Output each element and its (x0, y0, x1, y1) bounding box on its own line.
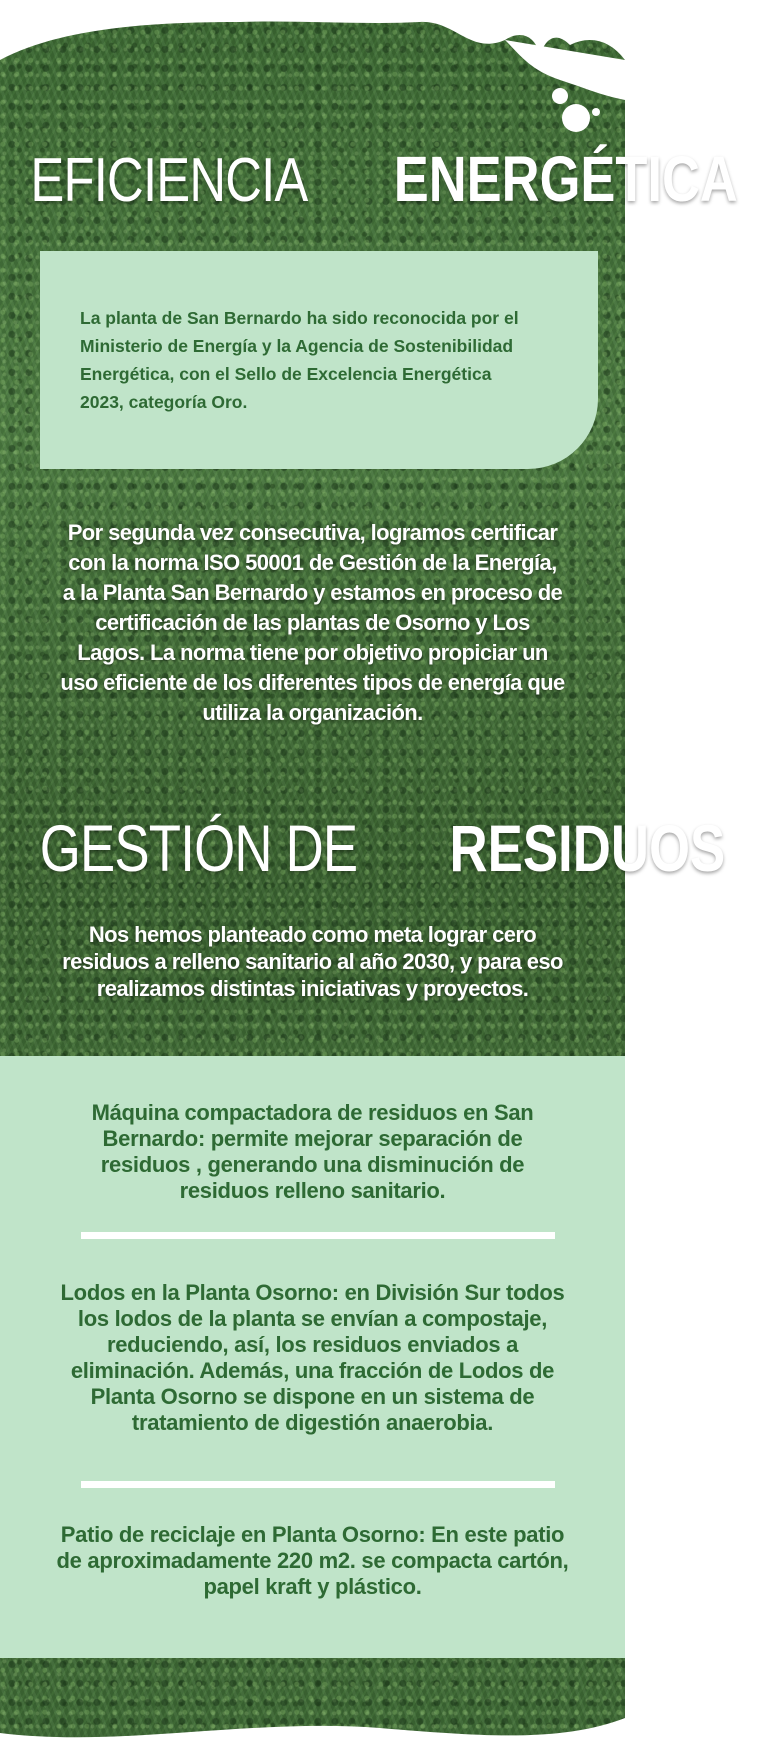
top-wave-decoration (0, 0, 625, 140)
waste-title-light: GESTIÓN DE (39, 811, 358, 885)
divider (81, 1481, 555, 1488)
waste-title-bold: RESIDUOS (449, 811, 726, 885)
energy-title-light: EFICIENCIA (30, 146, 308, 215)
energy-efficiency-title (0, 138, 739, 221)
waste-management-title (0, 808, 726, 888)
initiative-compactor: Máquina compactadora de residuos en San Bernardo: permite mejorar separación de residuos , generando una disminución de residuos relleno sanitario. (91, 1100, 534, 1203)
zero-waste-goal-text: Nos hemos planteado como meta lograr cero residuos a relleno sanitario al año 2030, y para eso realizamos distintas iniciativas y proyectos. (62, 922, 563, 1001)
iso-certification-text: Por segunda vez consecutiva, logramos certificar con la norma ISO 50001 de Gestión de la Energía, a la Planta San Bernardo y estamos en proceso de certificación de las plantas de Osorno y Los Lagos. La norma tiene por objetivo propiciar un uso eficiente de los diferentes tipos de energía que utiliza la organización. (60, 520, 565, 725)
divider (81, 1232, 555, 1239)
initiative-sludge: Lodos en la Planta Osorno: en División Sur todos los lodos de la planta se envían a compostaje, reduciendo, así, los residuos enviados a eliminación. Además, una fracción de Lodos de Planta Osorno se dispone en un sistema de tratamiento de digestión anaerobia. (60, 1280, 565, 1435)
energy-title-bold: ENERGÉTICA (394, 143, 739, 215)
award-card (40, 251, 598, 469)
award-text: La planta de San Bernardo ha sido reconocida por el Ministerio de Energía y la Agencia de Sostenibilidad Energética, con el Sello de Excelencia Energética 2023, categoría Oro. (80, 308, 519, 412)
initiative-recycling-yard: Patio de reciclaje en Planta Osorno: En este patio de aproximadamente 220 m2. se compacta cartón, papel kraft y plástico. (56, 1522, 569, 1599)
bottom-wave-decoration (0, 1688, 625, 1748)
